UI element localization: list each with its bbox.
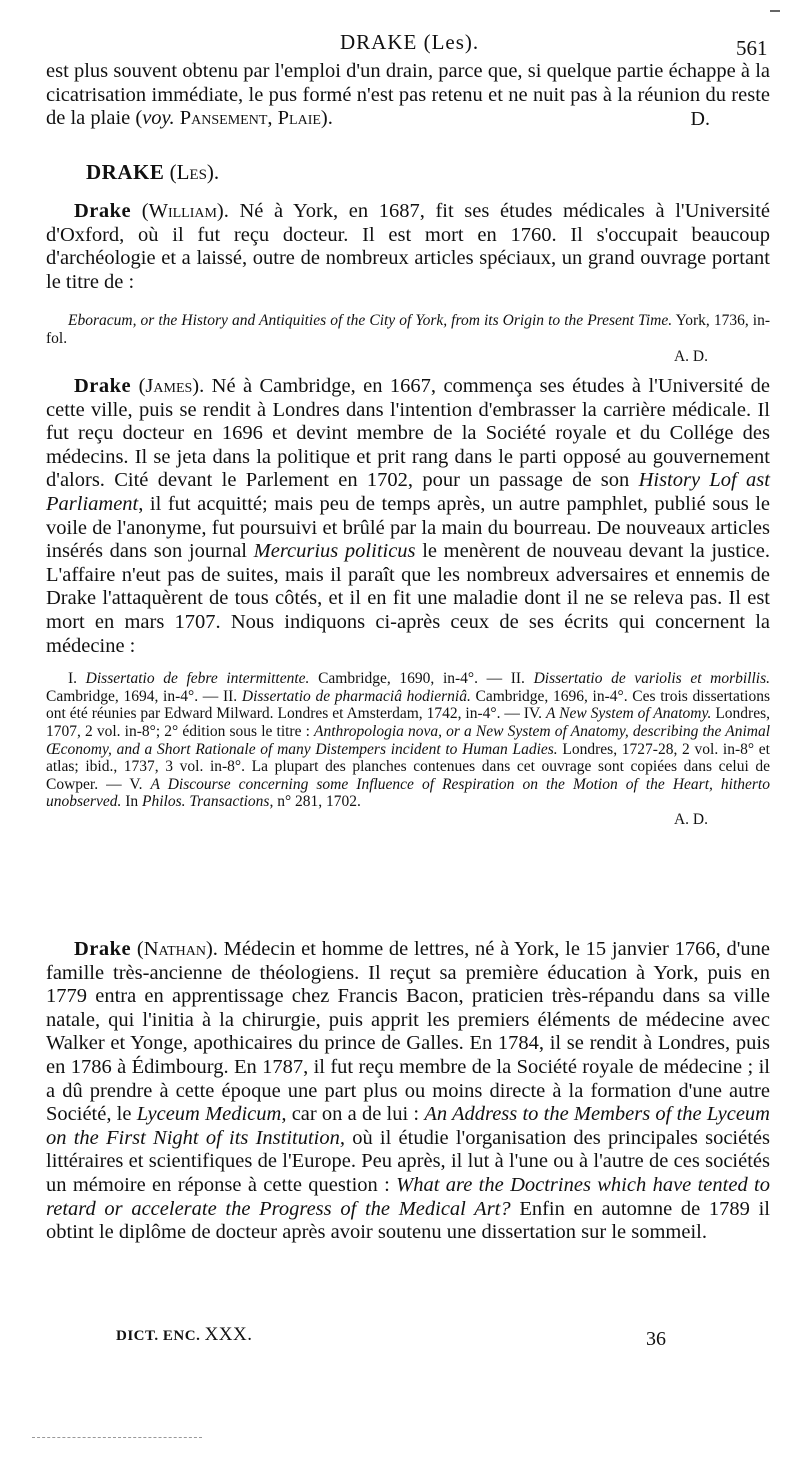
james-biblio-part: Cambridge, 1694, in-4°. — II. — [46, 687, 242, 705]
page-footer — [0, 1324, 800, 1364]
nathan-text-b: car on a de lui : — [286, 1103, 425, 1126]
voy-ref: voy. — [142, 107, 175, 130]
running-head — [0, 30, 800, 60]
article-heading-rest: (Les). — [164, 160, 220, 184]
nathan-italic-address: An Address to the Members of the Lyceum on the First Night of its Institution, — [46, 1103, 770, 1149]
james-biblio-title: A New System of Anatomy. — [545, 705, 712, 723]
article-heading — [86, 160, 800, 185]
nathan-italic-lyceum: Lyceum Medicum, — [136, 1103, 287, 1126]
cross-references: Pansement, Plaie — [174, 107, 321, 130]
nathan-text-c: où il étudie l'organisation des principales sociétés littéraires et scientifiques de l'Europe. Peu après, il lut à l'une ou à l'autre de ces sociétés un mémoire en réponse à cette question : — [46, 1126, 771, 1196]
running-head-title: DRAKE (Les). — [340, 30, 480, 54]
page-number: 561 — [736, 36, 768, 60]
continuation-end: ). — [320, 107, 333, 130]
nathan-italic-question: What are the Doctrines which have tented to retard or accelerate the Progress of the Medical Art? — [46, 1173, 770, 1220]
nathan-text-a: Médecin et homme de lettres, né à York, le 15 janvier 1766, d'une famille très-ancienne de théologiens. Il reçut sa première éducation à York, puis en 1779 entra en apprentissage chez Francis Bacon, praticien très-répandu dans sa ville natale, qui l'initia à la chirurgie, puis apprit les premiers éléments de médecine avec Walker et Yonge, apothicaires du prince de Galles. En 1784, il se rendit à Londres, puis en 1786 à Édimbourg. En 1787, il fut reçu membre de la Société royale de médecine ; il a dû prendre à cette époque une part plus ou moins directe à la formation d'une autre Société, le — [46, 938, 770, 1126]
william-name: Drake — [74, 200, 132, 222]
james-text-a: Né à Cambridge, en 1667, commença ses études à l'Université de cette ville, puis se rendit à Londres dans l'intention d'embrasser la carrière médicale. Il fut reçu docteur en 1696 et devint membre de la Société royale et du Collége des médecins. Il se jeta dans la politique et prit rang dans le parti opposé au gouvernement d'alors. Cité devant le Parlement en 1702, pour un passage de son — [46, 375, 770, 492]
james-biblio-title: Anthropologia nova, or a New System of Anatomy, describing the Animal Œconomy, and a Short Rationale of many Distempers incident to Human Ladies. — [46, 722, 770, 758]
james-biblio-part: In — [121, 793, 142, 811]
james-biblio-title: Dissertatio de pharmaciâ hodierniâ. — [241, 687, 471, 705]
william-text: Né à York, en 1687, fit ses études médicales à l'Université d'Oxford, où il fut reçu docteur. Il est mort en 1760. Il s'occupait beaucoup d'archéologie et a laissé, outre de nombreux articles spéciaux, un grand ouvrage portant le titre de : — [46, 200, 770, 293]
james-bibliography — [46, 670, 770, 811]
james-text-b: , il fut acquitté; mais peu de temps après, un autre pamphlet, publié sous le voile de l'anonyme, fut poursuivi et brûlé par la main du bourreau. De nouveaux articles insérés dans son journal — [46, 492, 770, 563]
nathan-text-d: Enfin en automne de 1789 il obtint le diplôme de docteur après avoir soutenu une dissertation sur le sommeil. — [46, 1197, 770, 1244]
william-biblio-title: Eboracum, or the History and Antiquities of the City of York, from its Origin to the Present Time. — [68, 312, 673, 330]
entry-william — [46, 200, 770, 366]
william-given-name: (William). — [131, 200, 229, 222]
william-bibliography — [46, 312, 770, 347]
footer-volume: XXX. — [204, 1324, 253, 1345]
continuation-signature: D. — [690, 107, 710, 130]
continuation-text: est plus souvent obtenu par l'emploi d'un drain, parce que, si quelque partie échappe à la cicatrisation immédiate, le pus formé n'est pas retenu et ne nuit pas à la réunion du reste de la plaie ( — [46, 60, 770, 130]
james-biblio-title: A Discourse concerning some Influence of Respiration on the Motion of the Heart, hitherto unobserved. — [46, 775, 770, 811]
signature-mark: 36 — [646, 1328, 666, 1350]
james-name: Drake — [74, 375, 132, 397]
james-given-name: (James). — [131, 375, 205, 397]
bottom-dotted-line — [32, 1437, 202, 1438]
nathan-name: Drake — [74, 938, 132, 960]
nathan-given-name: (Nathan). — [131, 938, 218, 960]
james-biblio-title: Philos. Transactions, — [142, 793, 274, 811]
james-paragraph — [46, 375, 770, 658]
james-text-c: le menèrent de nouveau devant la justice. L'affaire n'eut pas de suites, mais il paraît que les nombreux adversaires et ennemis de Drake l'attaquèrent de tous côtés, et il en fit une maladie dont il ne se releva pas. Il est mort en mars 1707. Nous indiquons ci-après ceux de ses écrits qui concernent la médecine : — [46, 540, 770, 657]
james-biblio-part: Cambridge, 1696, in-4°. Ces trois dissertations ont été réunies par Edward Milward. Londres et Amsterdam, 1742, in-4°. — IV. — [46, 687, 770, 723]
james-biblio-part: Cambridge, 1690, in-4°. — II. — [309, 670, 534, 688]
james-italic-mercurius: Mercurius politicus — [253, 540, 416, 563]
james-biblio-part: Londres, 1727-28, 2 vol. in-8° et atlas; ibid., 1737, 3 vol. in-8°. La plupart des planches contenues dans cet ouvrage sont copiées dans celui de Cowper. — V. — [46, 740, 770, 793]
william-signature: A. D. — [673, 347, 708, 365]
james-biblio-title: Dissertatio de febre intermittente. — [85, 670, 310, 688]
scan-mark — [770, 10, 780, 12]
james-biblio-part: I. — [68, 670, 86, 688]
james-signature: A. D. — [673, 810, 708, 828]
nathan-paragraph — [46, 938, 770, 1245]
james-biblio-title: Dissertatio de variolis et morbillis. — [533, 670, 770, 688]
william-paragraph — [46, 200, 770, 294]
william-biblio-rest: York, 1736, in-fol. — [46, 312, 771, 347]
footer-label — [116, 1324, 253, 1346]
james-biblio-part: n° 281, 1702. — [273, 793, 361, 811]
entry-nathan — [46, 938, 770, 1245]
entry-james — [46, 375, 770, 829]
james-biblio-part: Londres, 1707, 2 vol. in-8°; 2° édition sous le titre : — [46, 705, 771, 740]
continuation-block — [46, 60, 770, 131]
footer-dict-label: DICT. ENC. — [116, 1328, 201, 1344]
article-heading-name: DRAKE — [86, 160, 165, 184]
james-italic-history: History Lof ast Parliament — [46, 469, 770, 515]
